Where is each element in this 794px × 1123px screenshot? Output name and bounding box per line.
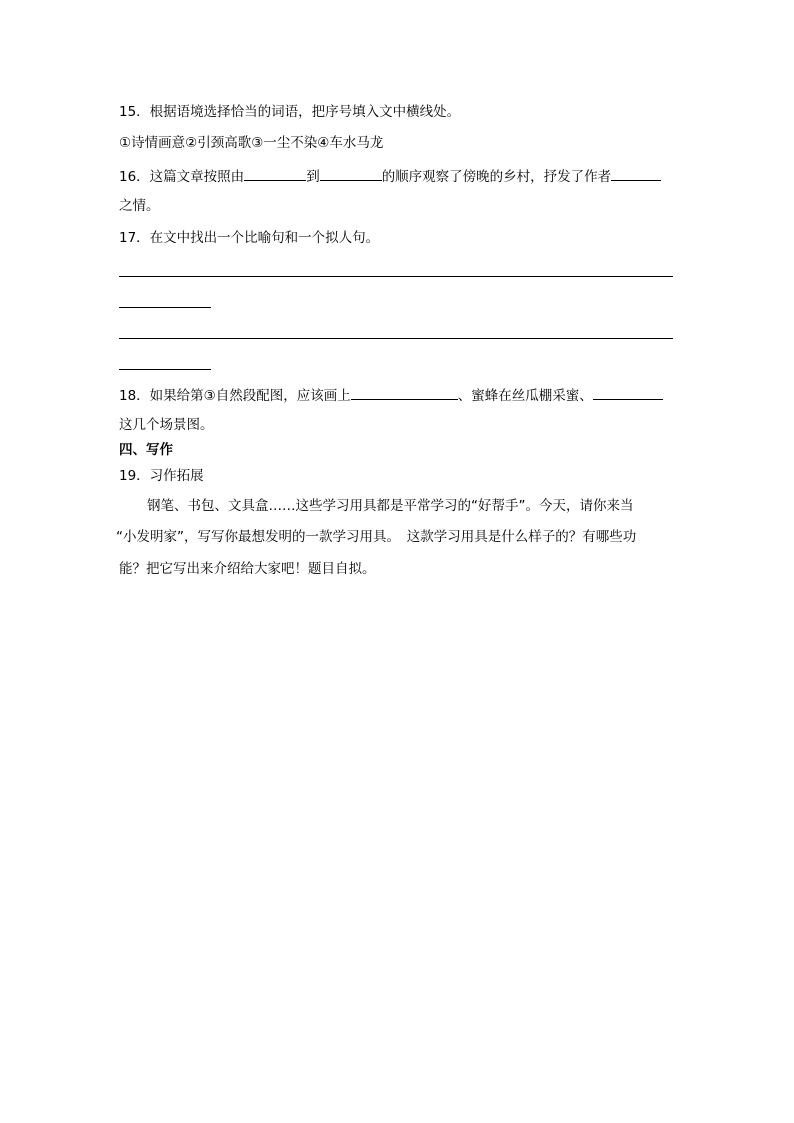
question-15-options: ①诗情画意②引颈高歌③一尘不染④车水马龙 bbox=[119, 135, 384, 151]
q18-text-2: 、蜜蜂在丝瓜棚采蜜、 bbox=[457, 388, 593, 404]
question-19-prompt-line3: 能？把它写出来介绍给大家吧！题目自拟。 bbox=[119, 561, 376, 577]
question-16 bbox=[119, 166, 661, 186]
question-19-prompt-line2: “小发明家”，写写你最想发明的一款学习用具。 这款学习用具是什么样子的？有哪些功 bbox=[116, 529, 637, 545]
answer-line[interactable] bbox=[119, 338, 673, 339]
answer-blank[interactable] bbox=[611, 166, 661, 181]
answer-blank[interactable] bbox=[351, 385, 458, 400]
q18-text-1: 18．如果给第③自然段配图，应该画上 bbox=[119, 388, 351, 404]
question-17: 17．在文中找出一个比喻句和一个拟人句。 bbox=[119, 230, 380, 246]
question-18-cont: 这几个场景图。 bbox=[119, 417, 214, 433]
answer-blank[interactable] bbox=[244, 166, 306, 181]
q16-text-3: 的顺序观察了傍晚的乡村，抒发了作者 bbox=[381, 169, 612, 185]
answer-line[interactable] bbox=[119, 307, 211, 308]
question-18 bbox=[119, 385, 663, 405]
answer-blank[interactable] bbox=[593, 385, 663, 400]
section-heading: 四、写作 bbox=[119, 442, 173, 458]
q16-text-1: 16．这篇文章按照由 bbox=[119, 169, 245, 185]
q16-text-2: 到 bbox=[306, 169, 320, 185]
question-15: 15．根据语境选择恰当的词语，把序号填入文中横线处。 bbox=[119, 104, 461, 120]
answer-line[interactable] bbox=[119, 276, 673, 277]
question-16-cont: 之情。 bbox=[119, 198, 160, 214]
answer-blank[interactable] bbox=[320, 166, 382, 181]
question-19-title: 19．习作拓展 bbox=[119, 468, 204, 484]
answer-line[interactable] bbox=[119, 369, 211, 370]
question-19-prompt-line1: 钢笔、书包、文具盒……这些学习用具都是平常学习的“好帮手”。今天，请你来当 bbox=[147, 498, 634, 514]
